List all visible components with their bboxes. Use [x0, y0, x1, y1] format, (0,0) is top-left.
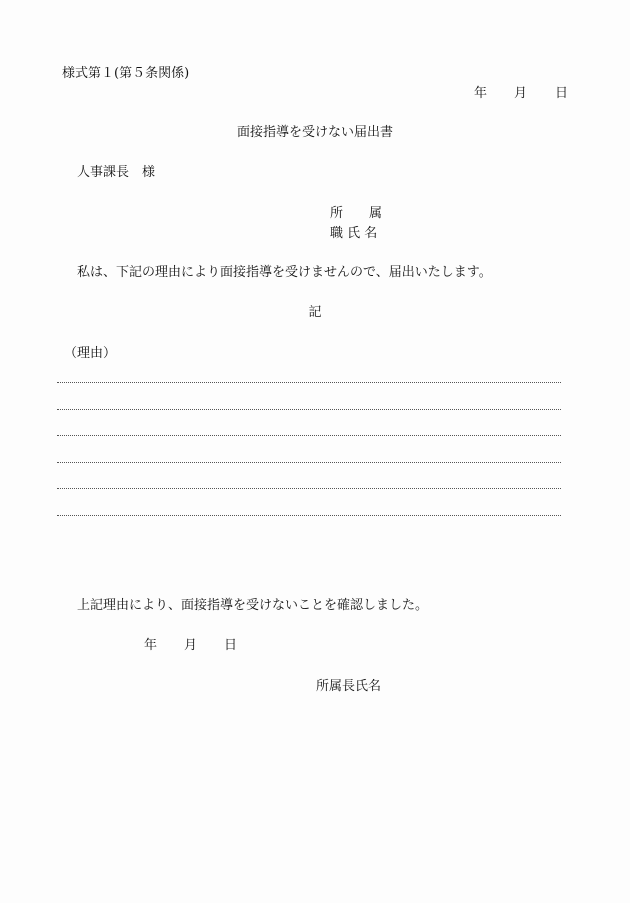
date-header-year: 年 — [474, 86, 488, 101]
affiliation-label: 所 属 — [330, 206, 383, 221]
statement-text: 私は、下記の理由により面接指導を受けませんので、届出いたします。 — [77, 265, 492, 280]
confirm-date-day: 日 — [224, 638, 238, 653]
reason-line — [57, 382, 561, 383]
supervisor-label: 所属長氏名 — [316, 679, 382, 694]
name-label: 職 氏 名 — [330, 226, 378, 241]
ki-label: 記 — [308, 305, 322, 320]
confirm-date-month: 月 — [184, 638, 198, 653]
reason-line — [57, 435, 561, 436]
reason-line — [57, 409, 561, 410]
reason-line — [57, 488, 561, 489]
date-header-day: 日 — [555, 86, 569, 101]
date-header-month: 月 — [514, 86, 528, 101]
reason-line — [57, 462, 561, 463]
reason-label: （理由） — [64, 346, 117, 361]
reason-line — [57, 515, 561, 516]
addressee: 人事課長 様 — [77, 165, 156, 180]
document-title: 面接指導を受けない届出書 — [236, 125, 393, 140]
confirm-date-year: 年 — [144, 638, 158, 653]
form-number: 様式第１(第５条関係) — [62, 66, 190, 81]
confirmation-text: 上記理由により、面接指導を受けないことを確認しました。 — [77, 598, 429, 613]
